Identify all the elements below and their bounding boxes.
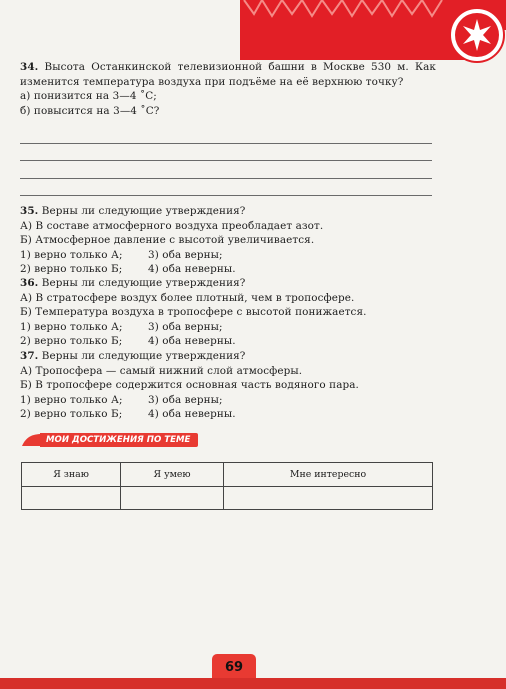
answer-4[interactable]: 4) оба неверны. (148, 263, 236, 276)
question-text: Верны ли следующие утверждения? (41, 277, 246, 289)
statement-b: Б) Атмосферное давление с высотой увеличивается. (20, 234, 315, 247)
statement-b: Б) Температура воздуха в тропосфере с высотой понижается. (20, 306, 367, 319)
decorative-bottom-band (0, 678, 506, 689)
statement-a: А) Тропосфера — самый нижний слой атмосферы. (20, 364, 303, 377)
question-37 (20, 349, 359, 422)
question-34 (20, 60, 436, 118)
question-text: Верны ли следующие утверждения? (41, 350, 246, 362)
answer-3[interactable]: 3) оба верны; (148, 248, 223, 261)
answer-3[interactable]: 3) оба верны; (148, 320, 223, 333)
column-header-know: Я знаю (22, 463, 121, 487)
answer-line[interactable] (20, 144, 432, 162)
answer-4[interactable]: 4) оба неверны. (148, 408, 236, 421)
option-a: а) понизится на 3—4 ˚С; (20, 90, 157, 103)
answer-2[interactable]: 2) верно только Б; (20, 335, 123, 348)
statement-a: А) В составе атмосферного воздуха преобладает азот. (20, 219, 324, 232)
achievements-table (21, 462, 433, 510)
cell-know[interactable] (22, 487, 121, 510)
answer-3[interactable]: 3) оба верны; (148, 393, 223, 406)
question-number: 37. (20, 350, 39, 362)
answer-line[interactable] (20, 126, 432, 144)
answer-1[interactable]: 1) верно только А; (20, 320, 123, 333)
question-36 (20, 276, 367, 349)
question-35 (20, 204, 323, 277)
question-number: 34. (20, 61, 39, 73)
column-header-can: Я умею (121, 463, 224, 487)
question-number: 35. (20, 205, 39, 217)
cell-interested[interactable] (224, 487, 433, 510)
star-badge-icon (448, 6, 506, 64)
answer-2[interactable]: 2) верно только Б; (20, 408, 123, 421)
answer-line[interactable] (20, 161, 432, 179)
swoosh-icon (20, 433, 42, 447)
option-b: б) повысится на 3—4 ˚С? (20, 104, 160, 117)
cell-can[interactable] (121, 487, 224, 510)
answer-1[interactable]: 1) верно только А; (20, 248, 123, 261)
answer-4[interactable]: 4) оба неверны. (148, 335, 236, 348)
statement-b: Б) В тропосфере содержится основная часть водяного пара. (20, 379, 359, 392)
question-text: Верны ли следующие утверждения? (41, 205, 246, 217)
column-header-interested: Мне интересно (224, 463, 433, 487)
question-text: Высота Останкинской телевизионной башни в Москве 530 м. Как изменится температура воздуха при подъёме на её верхнюю точку? (20, 61, 437, 88)
question-34-text (20, 60, 436, 89)
achievements-title: МОИ ДОСТИЖЕНИЯ ПО ТЕМЕ (40, 433, 198, 447)
answer-2[interactable]: 2) верно только Б; (20, 263, 123, 276)
answer-lines[interactable] (20, 126, 432, 196)
question-number: 36. (20, 277, 39, 289)
page-number: 69 (212, 654, 256, 680)
answer-line[interactable] (20, 179, 432, 197)
answer-1[interactable]: 1) верно только А; (20, 393, 123, 406)
statement-a: А) В стратосфере воздух более плотный, чем в тропосфере. (20, 291, 355, 304)
